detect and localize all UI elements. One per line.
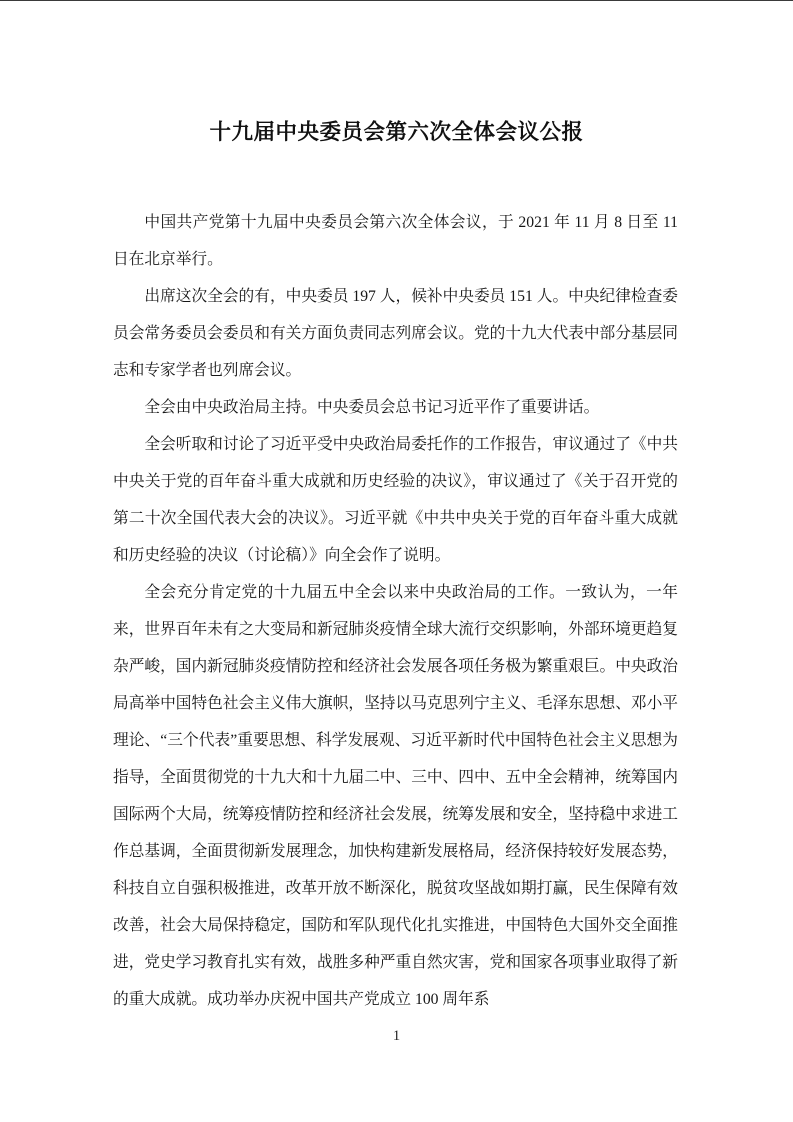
body-paragraph: 中国共产党第十九届中央委员会第六次全体会议，于 2021 年 11 月 8 日至 11 日在北京举行。: [113, 214, 678, 268]
document-body: [113, 204, 678, 1024]
page-number: 1: [392, 1028, 401, 1044]
body-paragraph: 全会听取和讨论了习近平受中央政治局委托作的工作报告，审议通过了《中共中央关于党的百年奋斗重大成就和历史经验的决议》，审议通过了《关于召开党的第二十次全国代表大会的决议》。习近平就《中共中央关于党的百年奋斗重大成就和历史经验的决议（讨论稿）》向全会作了说明。: [113, 436, 678, 564]
body-paragraph: 全会充分肯定党的十九届五中全会以来中央政治局的工作。一致认为，一年来，世界百年未有之大变局和新冠肺炎疫情全球大流行交织影响，外部环境更趋复杂严峻，国内新冠肺炎疫情防控和经济社会发展各项任务极为繁重艰巨。中央政治局高举中国特色社会主义伟大旗帜，坚持以马克思列宁主义、毛泽东思想、邓小平理论、“三个代表”重要思想、科学发展观、习近平新时代中国特色社会主义思想为指导，全面贯彻党的十九大和十九届二中、三中、四中、五中全会精神，统筹国内国际两个大局，统筹疫情防控和经济社会发展，统筹发展和安全，坚持稳中求进工作总基调，全面贯彻新发展理念，加快构建新发展格局，经济保持较好发展态势，科技自立自强积极推进，改革开放不断深化，脱贫攻坚战如期打赢，民生保障有效改善，社会大局保持稳定，国防和军队现代化扎实推进，中国特色大国外交全面推进，党史学习教育扎实有效，战胜多种严重自然灾害，党和国家各项事业取得了新的重大成就。成功举办庆祝中国共产党成立 100 周年系: [113, 584, 678, 1008]
page-top-edge-line: [0, 0, 793, 1]
body-paragraph: 出席这次全会的有，中央委员 197 人，候补中央委员 151 人。中央纪律检查委员会常务委员会委员和有关方面负责同志列席会议。党的十九大代表中部分基层同志和专家学者也列席会议。: [113, 288, 678, 379]
document-title: 十九届中央委员会第六次全体会议公报: [209, 120, 584, 144]
body-paragraph: 全会由中央政治局主持。中央委员会总书记习近平作了重要讲话。: [144, 399, 600, 416]
